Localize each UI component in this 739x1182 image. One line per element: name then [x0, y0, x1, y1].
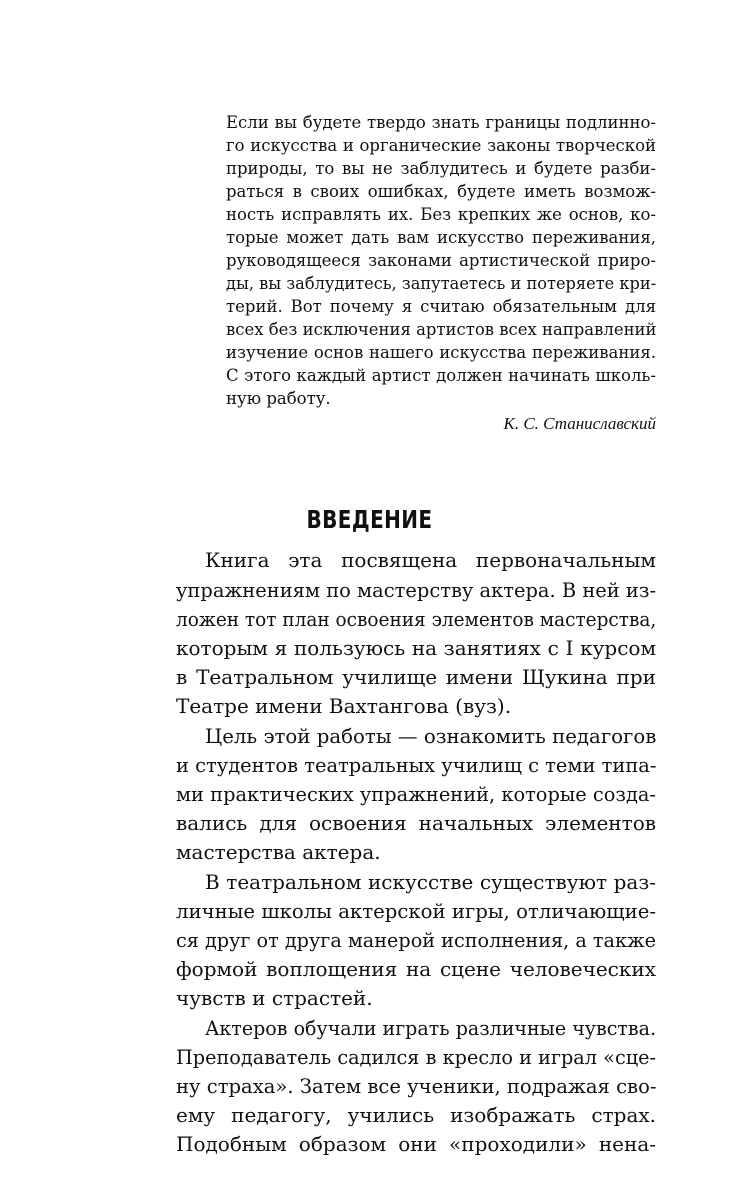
body-line: вались для освоения начальных элементов	[176, 811, 656, 835]
body-line: личные школы актерской игры, отличающие-	[176, 899, 656, 923]
body-line: ся друг от друга манерой исполнения, а также	[176, 928, 656, 952]
section-title: ВВЕДЕНИЕ	[306, 504, 433, 534]
epigraph-line: С этого каждый артист должен начинать школь-	[226, 366, 656, 385]
epigraph-attribution: К. С. Станиславский	[503, 414, 656, 433]
body-line: ми практических упражнений, которые созда-	[176, 782, 656, 806]
epigraph-line: терий. Вот почему я считаю обязательным для	[226, 297, 656, 316]
body-line: Подобным образом они «проходили» нена-	[176, 1132, 656, 1156]
epigraph-line: торые может дать вам искусство переживания,	[226, 228, 656, 247]
epigraph-line: ную работу.	[226, 389, 331, 408]
body-line: мастерства актера.	[176, 840, 381, 864]
body-line: ну страха». Затем все ученики, подражая сво-	[176, 1074, 657, 1098]
epigraph-line: руководящееся законами артистической приро-	[226, 251, 656, 270]
body-line: Цель этой работы — ознакомить педагогов	[205, 724, 657, 748]
body-line: ему педагогу, учились изображать страх.	[176, 1103, 656, 1127]
body-line: ложен тот план освоения элементов мастерства,	[176, 607, 657, 631]
body-line: в Театральном училище имени Щукина при	[176, 665, 656, 689]
epigraph-line: природы, то вы не заблудитесь и будете разби-	[226, 159, 656, 178]
body-line: Актеров обучали играть различные чувства.	[205, 1016, 657, 1040]
body-line: Преподаватель садился в кресло и играл «сце-	[176, 1045, 656, 1069]
epigraph-line: го искусства и органические законы творческой	[226, 136, 656, 155]
body-line: формой воплощения на сцене человеческих	[176, 957, 656, 981]
body-line: Книга эта посвящена первоначальным	[205, 548, 656, 572]
epigraph-line: раться в своих ошибках, будете иметь возмож-	[226, 182, 656, 201]
epigraph-line: Если вы будете твердо знать границы подлинно-	[226, 113, 656, 132]
epigraph-line: всех без исключения артистов всех направлений	[226, 320, 657, 339]
body-line: и студентов театральных училищ с теми типа-	[176, 753, 657, 777]
epigraph-line: изучение основ нашего искусства переживания.	[226, 343, 656, 362]
body-line: В театральном искусстве существуют раз-	[205, 870, 656, 894]
epigraph-line: ды, вы заблудитесь, запутаетесь и потеряете кри-	[226, 274, 657, 293]
body-line: Театре имени Вахтангова (вуз).	[176, 694, 512, 718]
epigraph-line: ность исправлять их. Без крепких же основ, ко-	[226, 205, 656, 224]
body-line: упражнениям по мастерству актера. В ней из-	[176, 578, 657, 602]
body-line: которым я пользуюсь на занятиях с I курсом	[176, 636, 656, 660]
body-line: чувств и страстей.	[176, 986, 373, 1010]
